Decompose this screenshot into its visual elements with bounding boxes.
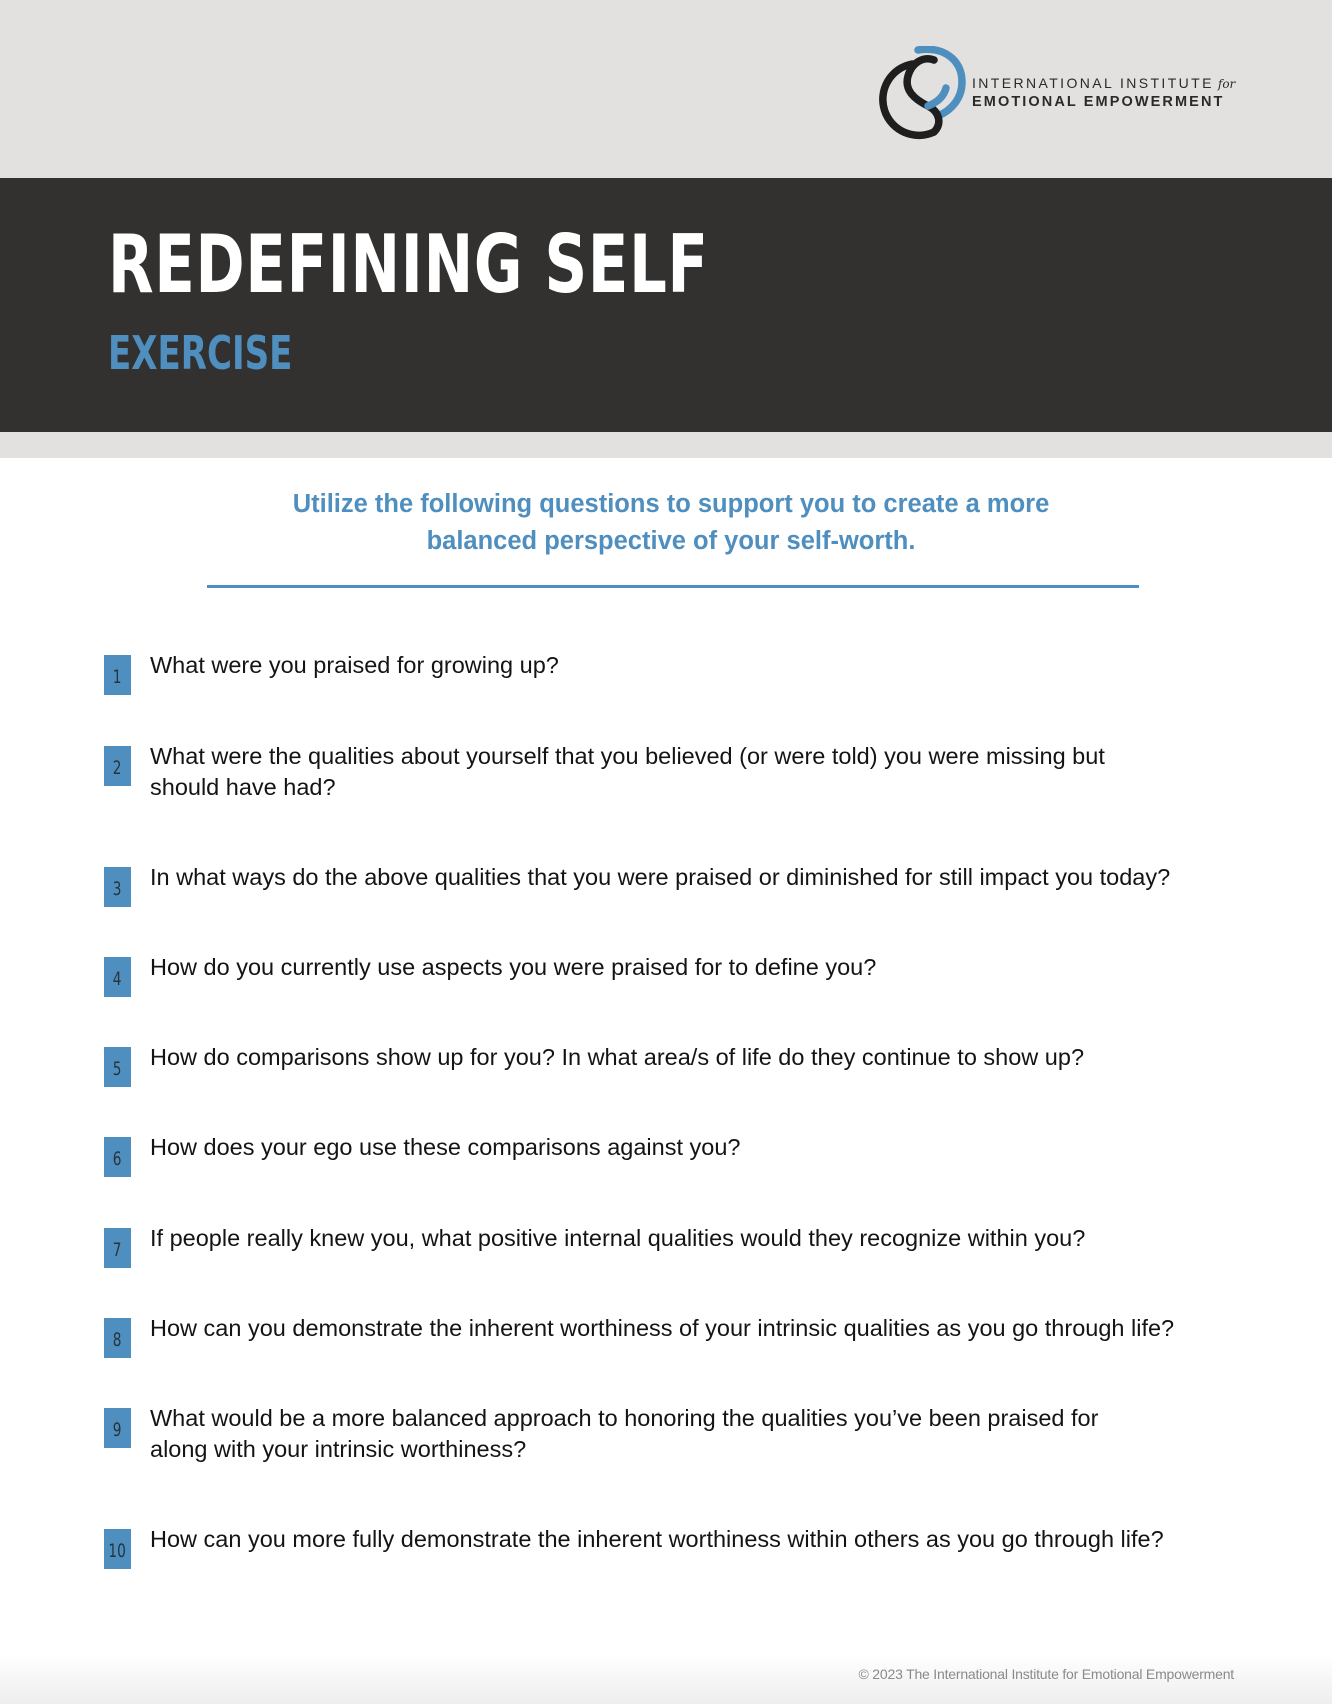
intro-divider — [207, 585, 1139, 588]
logo-mark-icon — [872, 46, 966, 140]
question-text — [150, 1403, 1244, 1465]
question-number-badge: 3 — [104, 867, 131, 907]
question-number-badge: 7 — [104, 1228, 131, 1268]
intro-line-2: balanced perspective of your self-worth. — [426, 527, 916, 555]
question-text: How do comparisons show up for you? In what area/s of life do they continue to show up? — [150, 1044, 1085, 1070]
logo-line-1: INTERNATIONAL INSTITUTE for — [972, 75, 1236, 91]
title-banner — [0, 178, 1332, 432]
question-number-badge: 8 — [104, 1318, 131, 1358]
question-text: In what ways do the above qualities that you were praised or diminished for still impact you today? — [150, 864, 1171, 890]
page-title: REDEFINING SELF — [108, 218, 709, 311]
page-subtitle: EXERCISE — [108, 326, 293, 380]
question-text-line: along with your intrinsic worthiness? — [150, 1436, 527, 1462]
question-text: What were you praised for growing up? — [150, 652, 559, 678]
question-number-badge: 10 — [104, 1529, 131, 1569]
logo-wordmark — [972, 75, 1235, 110]
logo-for: for — [1217, 77, 1236, 91]
question-text: How do you currently use aspects you were praised for to define you? — [150, 954, 877, 980]
question-text — [150, 741, 1244, 803]
question-number-badge: 1 — [104, 655, 131, 695]
intro-line-1: Utilize the following questions to support you to create a more — [292, 490, 1050, 518]
divider-band — [0, 432, 1332, 458]
question-text: How does your ego use these comparisons against you? — [150, 1134, 741, 1160]
question-text: How can you demonstrate the inherent worthiness of your intrinsic qualities as you go through life? — [150, 1315, 1175, 1341]
logo-line-2: EMOTIONAL EMPOWERMENT — [972, 94, 1225, 110]
question-number-badge: 6 — [104, 1137, 131, 1177]
question-text-line: What were the qualities about yourself that you believed (or were told) you were missing but — [150, 743, 1105, 769]
question-text: How can you more fully demonstrate the inherent worthiness within others as you go through life? — [150, 1526, 1164, 1552]
question-text-line: should have had? — [150, 774, 336, 800]
question-number-badge: 2 — [104, 746, 131, 786]
question-number-badge: 4 — [104, 957, 131, 997]
question-number-badge: 9 — [104, 1408, 131, 1448]
copyright-notice: © 2023 The International Institute for Emotional Empowerment — [858, 1666, 1234, 1682]
question-text-line: What would be a more balanced approach to honoring the qualities you’ve been praised for — [150, 1405, 1099, 1431]
question-text: If people really knew you, what positive internal qualities would they recognize within you? — [150, 1225, 1086, 1251]
intro-text — [190, 486, 1152, 560]
institute-logo — [872, 46, 1252, 140]
question-number-badge: 5 — [104, 1047, 131, 1087]
